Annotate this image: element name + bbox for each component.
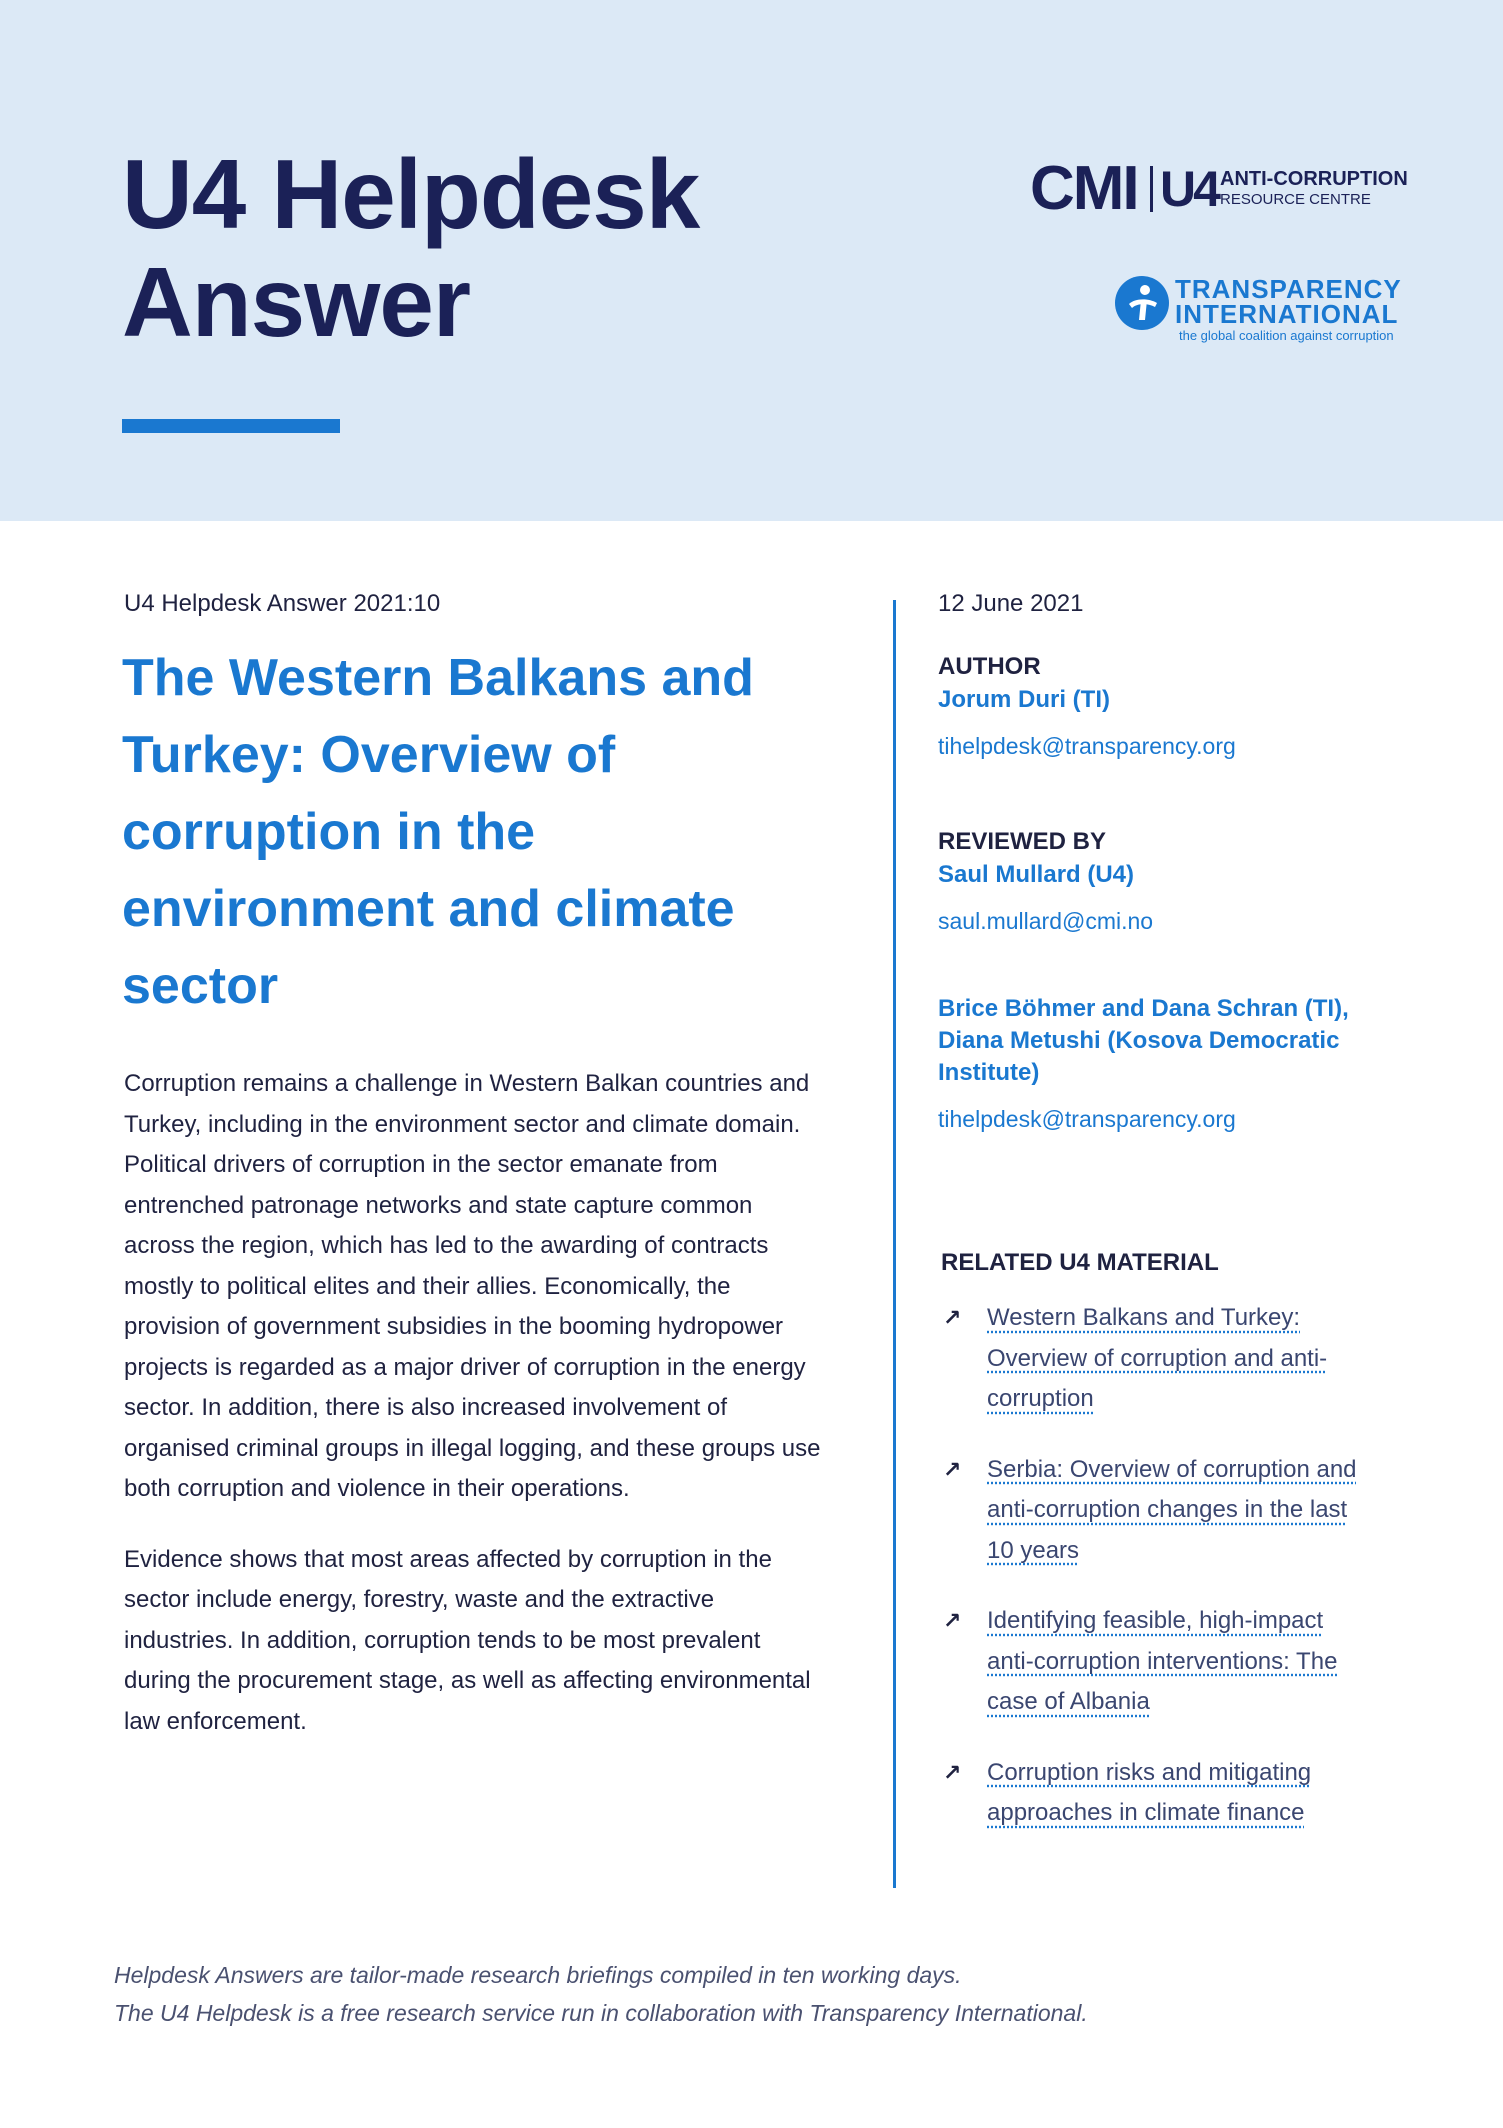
cmi-u4-logo: [1030, 154, 1410, 223]
footer-line-2: The U4 Helpdesk is a free research service run in collaboration with Transparency International.: [114, 2000, 1088, 2026]
reviewer-1-name: Saul Mullard (U4): [938, 861, 1135, 888]
list-item: [941, 1753, 1361, 1834]
list-item: [941, 1601, 1361, 1723]
related-material-heading: RELATED U4 MATERIAL: [941, 1249, 1219, 1276]
related-link[interactable]: Western Balkans and Turkey: Overview of corruption and anti-corruption: [987, 1304, 1328, 1412]
list-item: [941, 1298, 1361, 1420]
related-link[interactable]: Identifying feasible, high-impact anti-corruption interventions: The case of Albania: [987, 1607, 1338, 1715]
title-line-2: Answer: [122, 247, 471, 357]
answer-reference: U4 Helpdesk Answer 2021:10: [124, 590, 441, 617]
author-name: Jorum Duri (TI): [938, 686, 1110, 713]
external-link-arrow-icon: ↗: [943, 1759, 962, 1785]
title-line-1: U4 Helpdesk: [122, 139, 700, 249]
document-title: The Western Balkans and Turkey: Overview of corruption in the environment and climate sector: [122, 649, 754, 1015]
abstract-paragraph-1: Corruption remains a challenge in Western Balkan countries and Turkey, including in the environment sector and climate domain. Political drivers of corruption in the sector emanate from entrenched patronage networks and state capture common across the region, which has led to the awarding of contracts mostly to political elites and their allies. Economically, the provision of government subsidies in the booming hydropower projects is regarded as a major driver of corruption in the energy sector. In addition, there is also increased involvement of organised criminal groups in illegal logging, and these groups use both corruption and violence in their operations.: [124, 1070, 821, 1502]
footer-note: [114, 1956, 1314, 2032]
page-title: [122, 140, 699, 356]
author-block: [938, 650, 1378, 762]
logo-separator: [1150, 166, 1153, 212]
author-label: AUTHOR: [938, 653, 1041, 680]
column-divider: [893, 600, 896, 1888]
related-link[interactable]: Corruption risks and mitigating approaches in climate finance: [987, 1758, 1312, 1826]
footer-line-1: Helpdesk Answers are tailor-made research briefings compiled in ten working days.: [114, 1962, 962, 1988]
reviewers-block: [938, 825, 1378, 1135]
author-email-link[interactable]: tihelpdesk@transparency.org: [938, 733, 1236, 759]
related-material-list: [941, 1298, 1361, 1864]
title-accent-rule: [122, 419, 340, 433]
reviewer-1-email-link[interactable]: saul.mullard@cmi.no: [938, 908, 1154, 934]
header-banner: [0, 0, 1503, 521]
external-link-arrow-icon: ↗: [943, 1305, 962, 1330]
ti-logo-line2: INTERNATIONAL: [1175, 299, 1399, 329]
external-link-arrow-icon: ↗: [943, 1456, 962, 1482]
reviewed-by-label: REVIEWED BY: [938, 828, 1107, 855]
abstract-paragraph-2: Evidence shows that most areas affected by corruption in the sector include energy, forestry, waste and the extractive industries. In addition, corruption tends to be most prevalent during the procurement stage, as well as affecting environmental law enforcement.: [124, 1545, 811, 1735]
u4-logo-line1: ANTI-CORRUPTION: [1220, 168, 1408, 190]
reviewer-2-email-link[interactable]: tihelpdesk@transparency.org: [938, 1106, 1236, 1132]
publication-date: 12 June 2021: [938, 590, 1084, 617]
external-link-arrow-icon: ↗: [943, 1608, 962, 1633]
u4-logo-text: U4: [1160, 161, 1218, 217]
u4-logo-line2: RESOURCE CENTRE: [1220, 191, 1371, 208]
related-link[interactable]: Serbia: Overview of corruption and anti-corruption changes in the last 10 years: [987, 1455, 1357, 1564]
abstract: [124, 1064, 824, 1772]
ti-logo-line1: TRANSPARENCY: [1175, 274, 1402, 304]
reviewer-2-names: Brice Böhmer and Dana Schran (TI), Diana Metushi (Kosova Democratic Institute): [938, 995, 1349, 1086]
ti-globe-icon: [1115, 276, 1169, 330]
ti-logo-tagline: the global coalition against corruption: [1179, 328, 1394, 343]
list-item: [941, 1450, 1361, 1572]
transparency-international-logo: [1115, 274, 1405, 344]
cmi-logo-text: CMI: [1030, 154, 1138, 223]
